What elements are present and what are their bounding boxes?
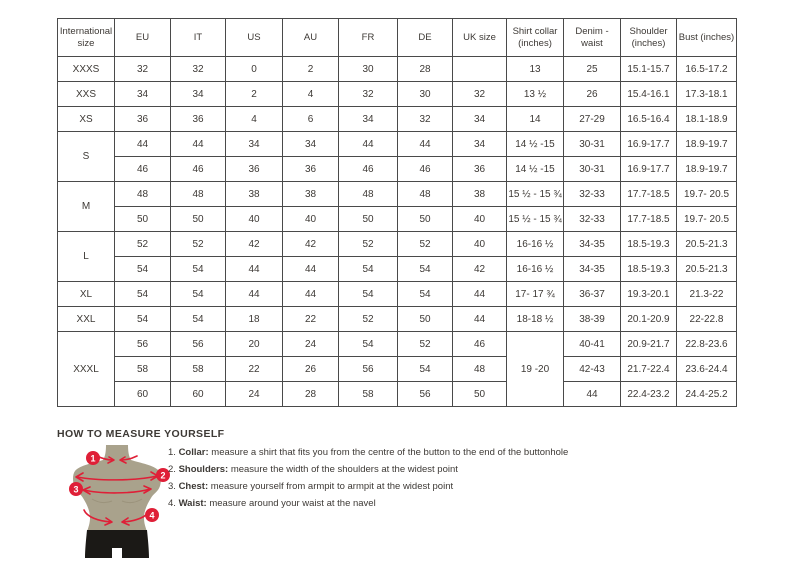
size-value-cell: 46 [115, 157, 171, 182]
table-row [58, 132, 737, 157]
size-value-cell: 54 [115, 307, 171, 332]
table-row [58, 382, 737, 407]
svg-text:4: 4 [149, 510, 155, 521]
size-value-cell: 25 [564, 57, 621, 82]
size-value-cell: 32-33 [564, 182, 621, 207]
size-value-cell: 14 ½ -15 [507, 157, 564, 182]
size-value-cell: 56 [339, 357, 398, 382]
size-value-cell: 48 [171, 182, 226, 207]
size-value-cell: 19 -20 [507, 332, 564, 407]
international-size-cell: L [58, 232, 115, 282]
size-value-cell: 19.7- 20.5 [677, 182, 737, 207]
size-value-cell: 22.4-23.2 [621, 382, 677, 407]
size-value-cell: 16.5-17.2 [677, 57, 737, 82]
size-value-cell: 16.9-17.7 [621, 132, 677, 157]
size-value-cell: 32 [339, 82, 398, 107]
table-row [58, 182, 737, 207]
svg-text:3: 3 [73, 484, 79, 495]
size-value-cell: 26 [283, 357, 339, 382]
size-value-cell: 17.3-18.1 [677, 82, 737, 107]
measure-instruction: 4. Waist: measure around your waist at the navel [168, 498, 376, 509]
size-value-cell: 20 [226, 332, 283, 357]
size-value-cell: 52 [115, 232, 171, 257]
size-value-cell: 23.6-24.4 [677, 357, 737, 382]
column-header: Shoulder (inches) [621, 19, 677, 57]
size-value-cell: 46 [398, 157, 453, 182]
table-row [58, 207, 737, 232]
size-value-cell: 44 [339, 132, 398, 157]
size-value-cell: 54 [115, 257, 171, 282]
size-value-cell: 54 [398, 257, 453, 282]
size-value-cell: 40 [226, 207, 283, 232]
size-value-cell: 34 [226, 132, 283, 157]
marker-4 [145, 508, 159, 522]
size-value-cell: 54 [171, 307, 226, 332]
international-size-cell: XXS [58, 82, 115, 107]
size-value-cell: 15 ½ - 15 ¾ [507, 207, 564, 232]
table-row [58, 357, 737, 382]
mannequin-shorts [85, 530, 149, 558]
size-value-cell: 15.1-15.7 [621, 57, 677, 82]
size-value-cell: 22 [226, 357, 283, 382]
size-value-cell: 18.1-18.9 [677, 107, 737, 132]
size-value-cell: 20.9-21.7 [621, 332, 677, 357]
size-table-body [58, 57, 737, 407]
size-value-cell: 16-16 ½ [507, 257, 564, 282]
measure-instruction: 2. Shoulders: measure the width of the shoulders at the widest point [168, 464, 458, 475]
column-header: IT [171, 19, 226, 57]
size-value-cell: 18.5-19.3 [621, 257, 677, 282]
size-value-cell: 18.5-19.3 [621, 232, 677, 257]
size-value-cell: 36 [171, 107, 226, 132]
size-value-cell: 44 [398, 132, 453, 157]
size-value-cell: 27-29 [564, 107, 621, 132]
size-value-cell: 36 [115, 107, 171, 132]
size-value-cell: 58 [171, 357, 226, 382]
column-header: FR [339, 19, 398, 57]
table-row [58, 282, 737, 307]
size-value-cell: 44 [226, 257, 283, 282]
size-value-cell: 28 [283, 382, 339, 407]
size-value-cell: 48 [453, 357, 507, 382]
size-value-cell: 54 [339, 282, 398, 307]
svg-text:1: 1 [90, 453, 96, 464]
size-value-cell: 50 [171, 207, 226, 232]
size-value-cell: 24 [226, 382, 283, 407]
size-value-cell: 52 [171, 232, 226, 257]
size-value-cell: 34 [171, 82, 226, 107]
size-value-cell: 19.7- 20.5 [677, 207, 737, 232]
size-value-cell: 52 [398, 232, 453, 257]
size-value-cell: 21.3-22 [677, 282, 737, 307]
column-header: AU [283, 19, 339, 57]
column-header: Denim - waist [564, 19, 621, 57]
international-size-cell: XXL [58, 307, 115, 332]
international-size-cell: XL [58, 282, 115, 307]
column-header: EU [115, 19, 171, 57]
marker-3 [69, 482, 83, 496]
size-value-cell: 60 [171, 382, 226, 407]
size-value-cell: 44 [283, 282, 339, 307]
marker-1 [86, 451, 100, 465]
size-value-cell: 16.9-17.7 [621, 157, 677, 182]
size-value-cell: 58 [115, 357, 171, 382]
column-header: Shirt collar (inches) [507, 19, 564, 57]
size-value-cell: 17.7-18.5 [621, 182, 677, 207]
size-value-cell: 0 [226, 57, 283, 82]
size-value-cell: 22.8-23.6 [677, 332, 737, 357]
size-value-cell: 46 [453, 332, 507, 357]
international-size-cell: XXXS [58, 57, 115, 82]
international-size-cell: XXXL [58, 332, 115, 407]
size-value-cell: 56 [398, 382, 453, 407]
measure-list [168, 444, 568, 512]
size-value-cell: 32 [398, 107, 453, 132]
size-value-cell: 6 [283, 107, 339, 132]
measure-heading: HOW TO MEASURE YOURSELF [57, 428, 225, 440]
size-value-cell: 4 [283, 82, 339, 107]
size-value-cell: 34-35 [564, 257, 621, 282]
header-row [58, 19, 737, 57]
column-header: UK size [453, 19, 507, 57]
column-header: US [226, 19, 283, 57]
size-value-cell: 16-16 ½ [507, 232, 564, 257]
table-row [58, 157, 737, 182]
size-value-cell: 30 [339, 57, 398, 82]
size-value-cell: 21.7-22.4 [621, 357, 677, 382]
size-value-cell [453, 57, 507, 82]
size-value-cell: 17- 17 ¾ [507, 282, 564, 307]
size-value-cell: 28 [398, 57, 453, 82]
size-value-cell: 32 [453, 82, 507, 107]
size-value-cell: 34 [283, 132, 339, 157]
size-value-cell: 30 [398, 82, 453, 107]
size-value-cell: 34 [339, 107, 398, 132]
size-value-cell: 30-31 [564, 132, 621, 157]
size-value-cell: 52 [339, 232, 398, 257]
size-value-cell: 52 [339, 307, 398, 332]
size-value-cell: 38-39 [564, 307, 621, 332]
size-value-cell: 50 [339, 207, 398, 232]
size-value-cell: 36 [226, 157, 283, 182]
size-value-cell: 18 [226, 307, 283, 332]
size-value-cell: 54 [171, 257, 226, 282]
size-value-cell: 32-33 [564, 207, 621, 232]
size-value-cell: 52 [398, 332, 453, 357]
size-value-cell: 14 [507, 107, 564, 132]
international-size-cell: XS [58, 107, 115, 132]
size-value-cell: 32 [171, 57, 226, 82]
size-value-cell: 50 [398, 307, 453, 332]
size-value-cell: 42 [283, 232, 339, 257]
size-value-cell: 44 [115, 132, 171, 157]
size-table [57, 18, 737, 407]
size-value-cell: 4 [226, 107, 283, 132]
size-value-cell: 15 ½ - 15 ¾ [507, 182, 564, 207]
size-value-cell: 42 [226, 232, 283, 257]
size-value-cell: 54 [398, 357, 453, 382]
size-value-cell: 44 [453, 282, 507, 307]
size-value-cell: 36-37 [564, 282, 621, 307]
size-value-cell: 19.3-20.1 [621, 282, 677, 307]
size-value-cell: 22 [283, 307, 339, 332]
size-value-cell: 2 [226, 82, 283, 107]
size-value-cell: 40 [453, 232, 507, 257]
size-value-cell: 22-22.8 [677, 307, 737, 332]
size-value-cell: 32 [115, 57, 171, 82]
table-row [58, 257, 737, 282]
size-value-cell: 20.1-20.9 [621, 307, 677, 332]
size-value-cell: 38 [453, 182, 507, 207]
size-value-cell: 54 [339, 332, 398, 357]
size-value-cell: 34-35 [564, 232, 621, 257]
size-value-cell: 48 [398, 182, 453, 207]
size-value-cell: 48 [339, 182, 398, 207]
size-value-cell: 42 [453, 257, 507, 282]
size-value-cell: 46 [171, 157, 226, 182]
table-row [58, 57, 737, 82]
size-value-cell: 36 [283, 157, 339, 182]
table-row [58, 232, 737, 257]
column-header: DE [398, 19, 453, 57]
size-value-cell: 38 [226, 182, 283, 207]
size-value-cell: 18-18 ½ [507, 307, 564, 332]
size-value-cell: 50 [398, 207, 453, 232]
table-row [58, 332, 737, 357]
size-value-cell: 44 [171, 132, 226, 157]
table-row [58, 82, 737, 107]
size-value-cell: 13 ½ [507, 82, 564, 107]
table-row [58, 307, 737, 332]
size-value-cell: 18.9-19.7 [677, 157, 737, 182]
size-value-cell: 58 [339, 382, 398, 407]
svg-text:2: 2 [160, 470, 166, 481]
size-value-cell: 44 [564, 382, 621, 407]
size-value-cell: 48 [115, 182, 171, 207]
size-value-cell: 42-43 [564, 357, 621, 382]
international-size-cell: S [58, 132, 115, 182]
size-value-cell: 38 [283, 182, 339, 207]
column-header: International size [58, 19, 115, 57]
international-size-cell: M [58, 182, 115, 232]
size-value-cell: 44 [283, 257, 339, 282]
size-value-cell: 46 [339, 157, 398, 182]
size-value-cell: 13 [507, 57, 564, 82]
size-value-cell: 20.5-21.3 [677, 232, 737, 257]
size-value-cell: 50 [115, 207, 171, 232]
size-value-cell: 60 [115, 382, 171, 407]
size-value-cell: 40-41 [564, 332, 621, 357]
size-value-cell: 16.5-16.4 [621, 107, 677, 132]
size-value-cell: 17.7-18.5 [621, 207, 677, 232]
size-value-cell: 26 [564, 82, 621, 107]
size-value-cell: 54 [339, 257, 398, 282]
size-value-cell: 44 [453, 307, 507, 332]
size-value-cell: 15.4-16.1 [621, 82, 677, 107]
size-value-cell: 14 ½ -15 [507, 132, 564, 157]
size-value-cell: 24.4-25.2 [677, 382, 737, 407]
table-row [58, 107, 737, 132]
size-value-cell: 2 [283, 57, 339, 82]
size-value-cell: 54 [115, 282, 171, 307]
size-value-cell: 20.5-21.3 [677, 257, 737, 282]
size-value-cell: 50 [453, 382, 507, 407]
size-value-cell: 18.9-19.7 [677, 132, 737, 157]
column-header: Bust (inches) [677, 19, 737, 57]
size-value-cell: 56 [171, 332, 226, 357]
size-value-cell: 30-31 [564, 157, 621, 182]
size-value-cell: 34 [453, 132, 507, 157]
measure-instruction: 1. Collar: measure a shirt that fits you from the centre of the button to the end of the buttonhole [168, 447, 569, 458]
measure-instruction: 3. Chest: measure yourself from armpit to armpit at the widest point [168, 481, 454, 492]
size-value-cell: 54 [398, 282, 453, 307]
size-value-cell: 40 [453, 207, 507, 232]
size-value-cell: 24 [283, 332, 339, 357]
size-value-cell: 40 [283, 207, 339, 232]
size-value-cell: 44 [226, 282, 283, 307]
size-value-cell: 34 [115, 82, 171, 107]
size-value-cell: 34 [453, 107, 507, 132]
size-value-cell: 56 [115, 332, 171, 357]
size-value-cell: 36 [453, 157, 507, 182]
size-value-cell: 54 [171, 282, 226, 307]
